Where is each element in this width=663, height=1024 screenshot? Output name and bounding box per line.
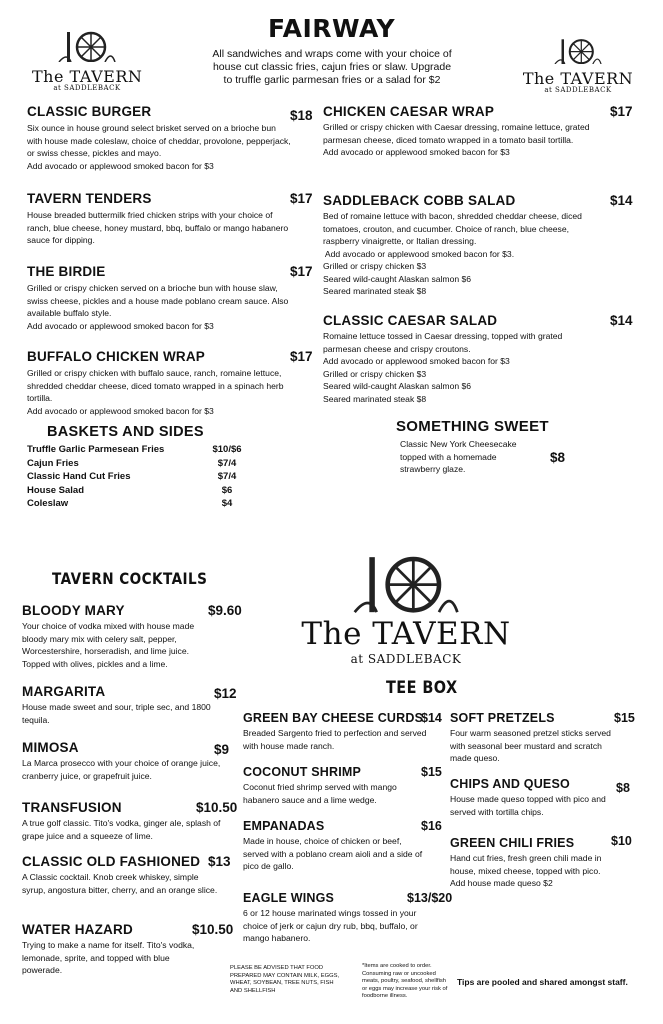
item-price: $16 <box>421 819 442 833</box>
logo-sub: at SADDLEBACK <box>544 86 612 94</box>
menu-item-classic-burger: CLASSIC BURGER $18 Six ounce in house ground select brisket served on a brioche bun with house made coleslaw, choice of cheddar, provolone, pepperjack, or swiss chesse, pickles and mayo. Add avocado or applewood smoked bacon for $3 <box>27 104 313 171</box>
sweet-price: $8 <box>550 450 566 465</box>
allergen-notice: PLEASE BE ADVISED THAT FOOD PREPARED MAY CONTAIN MILK, EGGS, WHEAT, SOYBEAN, TREE NUTS, FISH AND SHELLFISH <box>230 965 340 994</box>
teebox-soft-pretzels: SOFT PRETZELS $15 Four warm seasoned pretzel sticks served with seasonal beer mustard and scratch made queso. <box>450 711 635 763</box>
something-sweet <box>396 418 616 476</box>
menu-item-buffalo-chicken-wrap: BUFFALO CHICKEN WRAP $17 Grilled or crispy chicken with buffalo sauce, ranch, romaine lettuce, shredded cheddar cheese, diced tomato wrapped in a spinach herb tortilla. Add avocado or applewood smoked bacon for $3 <box>27 349 313 416</box>
list-item: Coleslaw $4 <box>27 498 233 509</box>
menu-item-classic-caesar-salad: CLASSIC CAESAR SALAD $14 Romaine lettuce tossed in Caesar dressing, topped with grated parmesan cheese and crispy croutons. Add avocado or applewood smoked bacon for $3 Grilled or crispy chicken $3 Seared wild-caught Alaskan salmon $6 Seared marinated steak $8 <box>323 313 633 404</box>
logo-brand: The TAVERN <box>301 616 511 652</box>
item-price: $18 <box>290 108 313 123</box>
cart-wheel-icon <box>551 36 605 64</box>
cart-wheel-icon <box>351 545 461 617</box>
cocktails-title: TAVERN COCKTAILS <box>52 569 208 588</box>
list-item: House Salad $6 <box>27 484 233 496</box>
cocktail-transfusion: TRANSFUSION $10.50 A true golf classic. Tito's vodka, ginger ale, splash of grape juice and a squeeze of lime. <box>22 800 238 841</box>
item-price: $10 <box>611 834 632 848</box>
menu-item-saddleback-cobb-salad: SADDLEBACK COBB SALAD $14 Bed of romaine lettuce with bacon, shredded cheddar cheese, diced tomatoes, crouton, and cucumber. Choice of ranch, blue cheese, raspberry vinaigrette, or Italian dressing. Add avocado or applewood smoked bacon for $3. Grilled or crispy chicken $3 Seared wild-caught Alaskan salmon $6 Seared marinated steak $8 <box>323 193 633 296</box>
sweet-desc: Classic New York Cheesecake topped with a homemade strawberry glaze. <box>400 439 517 474</box>
teebox-empanadas: EMPANADAS $16 Made in house, choice of chicken or beef, served with a poblano cream aioli and a side of pico de gallo. <box>243 819 442 871</box>
logo-sub: at SADDLEBACK <box>53 84 121 92</box>
item-price: $15 <box>421 765 442 779</box>
teebox-chips-and-queso: CHIPS AND QUESO $8 House made queso topped with pico and served with tortilla chips. <box>450 777 630 817</box>
fairway-intro: All sandwiches and wraps come with your choice of house cut classic fries, cajun fries or slaw. Upgrade to truffle garlic parmesan fries or a salad for $2 <box>212 48 452 86</box>
item-price: $14 <box>421 711 442 725</box>
item-price: $14 <box>610 193 633 208</box>
item-price: $14 <box>610 313 633 328</box>
cocktail-classic-old-fashioned: CLASSIC OLD FASHIONED $13 A Classic cocktail. Knob creek whiskey, simple syrup, angostura bitter, cherry, and an orange slice. <box>22 854 231 895</box>
baskets-and-sides <box>27 424 267 511</box>
item-price: $17 <box>290 191 313 206</box>
tavern-logo-right <box>518 36 638 94</box>
logo-sub: at SADDLEBACK <box>350 652 462 666</box>
baskets-title: BASKETS AND SIDES <box>47 424 204 440</box>
list-item: Cajun Fries $7/4 <box>27 457 237 469</box>
tips-notice: Tips are pooled and shared amongst staff. <box>457 977 628 987</box>
list-item: Classic Hand Cut Fries $7/4 <box>27 471 237 482</box>
item-price: $8 <box>616 781 630 795</box>
item-price: $17 <box>290 349 313 364</box>
item-price: $10.50 <box>196 800 238 815</box>
teebox-eagle-wings: EAGLE WINGS $13/$20 6 or 12 house marinated wings tossed in your choice of jerk or cajun dry rub, bbq, buffalo, or mango habanero. <box>243 891 453 943</box>
item-price: $13 <box>208 854 231 869</box>
item-price: $15 <box>614 711 635 725</box>
fairway-title: FAIRWAY <box>267 14 396 43</box>
cocktail-water-hazard: WATER HAZARD $10.50 Trying to make a name for itself. Tito's vodka, lemonade, sprite, and topped with blue powerade. <box>22 922 234 975</box>
list-item: Truffle Garlic Parmesean Fries $10/$6 <box>27 444 242 455</box>
menu-item-chicken-caesar-wrap: CHICKEN CAESAR WRAP $17 Grilled or crispy chicken with Caesar dressing, romaine lettuce, grated parmesan cheese, diced tomato wrapped in a tomato basil tortilla. Add avocado or applewood smoked bacon for $3 <box>323 104 633 157</box>
sweet-title: SOMETHING SWEET <box>396 418 549 435</box>
raw-food-notice: *Items are cooked to order. Consuming raw or uncooked meats, poultry, seafood, shellfish or eggs may increase your risk of foodborne illness. <box>362 963 448 999</box>
cart-wheel-icon <box>57 28 117 62</box>
cocktail-margarita: MARGARITA $12 House made sweet and sour, triple sec, and 1800 tequila. <box>22 684 237 725</box>
item-price: $10.50 <box>192 922 234 937</box>
item-price: $17 <box>610 104 633 119</box>
teebox-title: TEE BOX <box>386 678 458 698</box>
item-price: $9 <box>214 742 230 757</box>
teebox-coconut-shrimp: COCONUT SHRIMP $15 Coconut fried shrimp served with mango habanero sauce and a lime wedge. <box>243 765 442 805</box>
menu-item-the-birdie: THE BIRDIE $17 Grilled or crispy chicken served on a brioche bun with house slaw, swiss cheese, pickles and a house made poblano cream sauce. Also available buffalo style. Add avocado or applewood smoked bacon for $3 <box>27 264 313 331</box>
item-price: $17 <box>290 264 313 279</box>
tavern-logo-left <box>32 28 142 92</box>
tavern-logo-center <box>296 545 516 666</box>
item-price: $12 <box>214 686 237 701</box>
item-price: $13/$20 <box>407 891 453 905</box>
item-price: $9.60 <box>208 603 242 618</box>
cocktail-bloody-mary: BLOODY MARY $9.60 Your choice of vodka mixed with house made bloody mary mix with celery salt, pepper, Worcestershire, horseradish, and lime juice. Topped with olives, pickles and a lime. <box>22 603 242 669</box>
logo-brand: The TAVERN <box>522 69 634 88</box>
teebox-green-chili-fries: GREEN CHILI FRIES $10 Hand cut fries, fresh green chili made in house, mixed cheese, topped with pico. Add house made queso $2 <box>450 834 632 888</box>
cocktail-mimosa: MIMOSA $9 La Marca prosecco with your choice of orange juice, cranberry juice, or grapefruit juice. <box>22 740 230 781</box>
logo-brand: The TAVERN <box>32 67 143 86</box>
teebox-green-bay-cheese-curds: GREEN BAY CHEESE CURDS $14 Breaded Sargento fried to perfection and served with house made ranch. <box>243 711 442 751</box>
menu-item-tavern-tenders: TAVERN TENDERS $17 House breaded buttermilk fried chicken strips with your choice of ranch, blue cheese, honey mustard, bbq, buffalo or mango habanero sauce for dipping. <box>27 191 313 245</box>
